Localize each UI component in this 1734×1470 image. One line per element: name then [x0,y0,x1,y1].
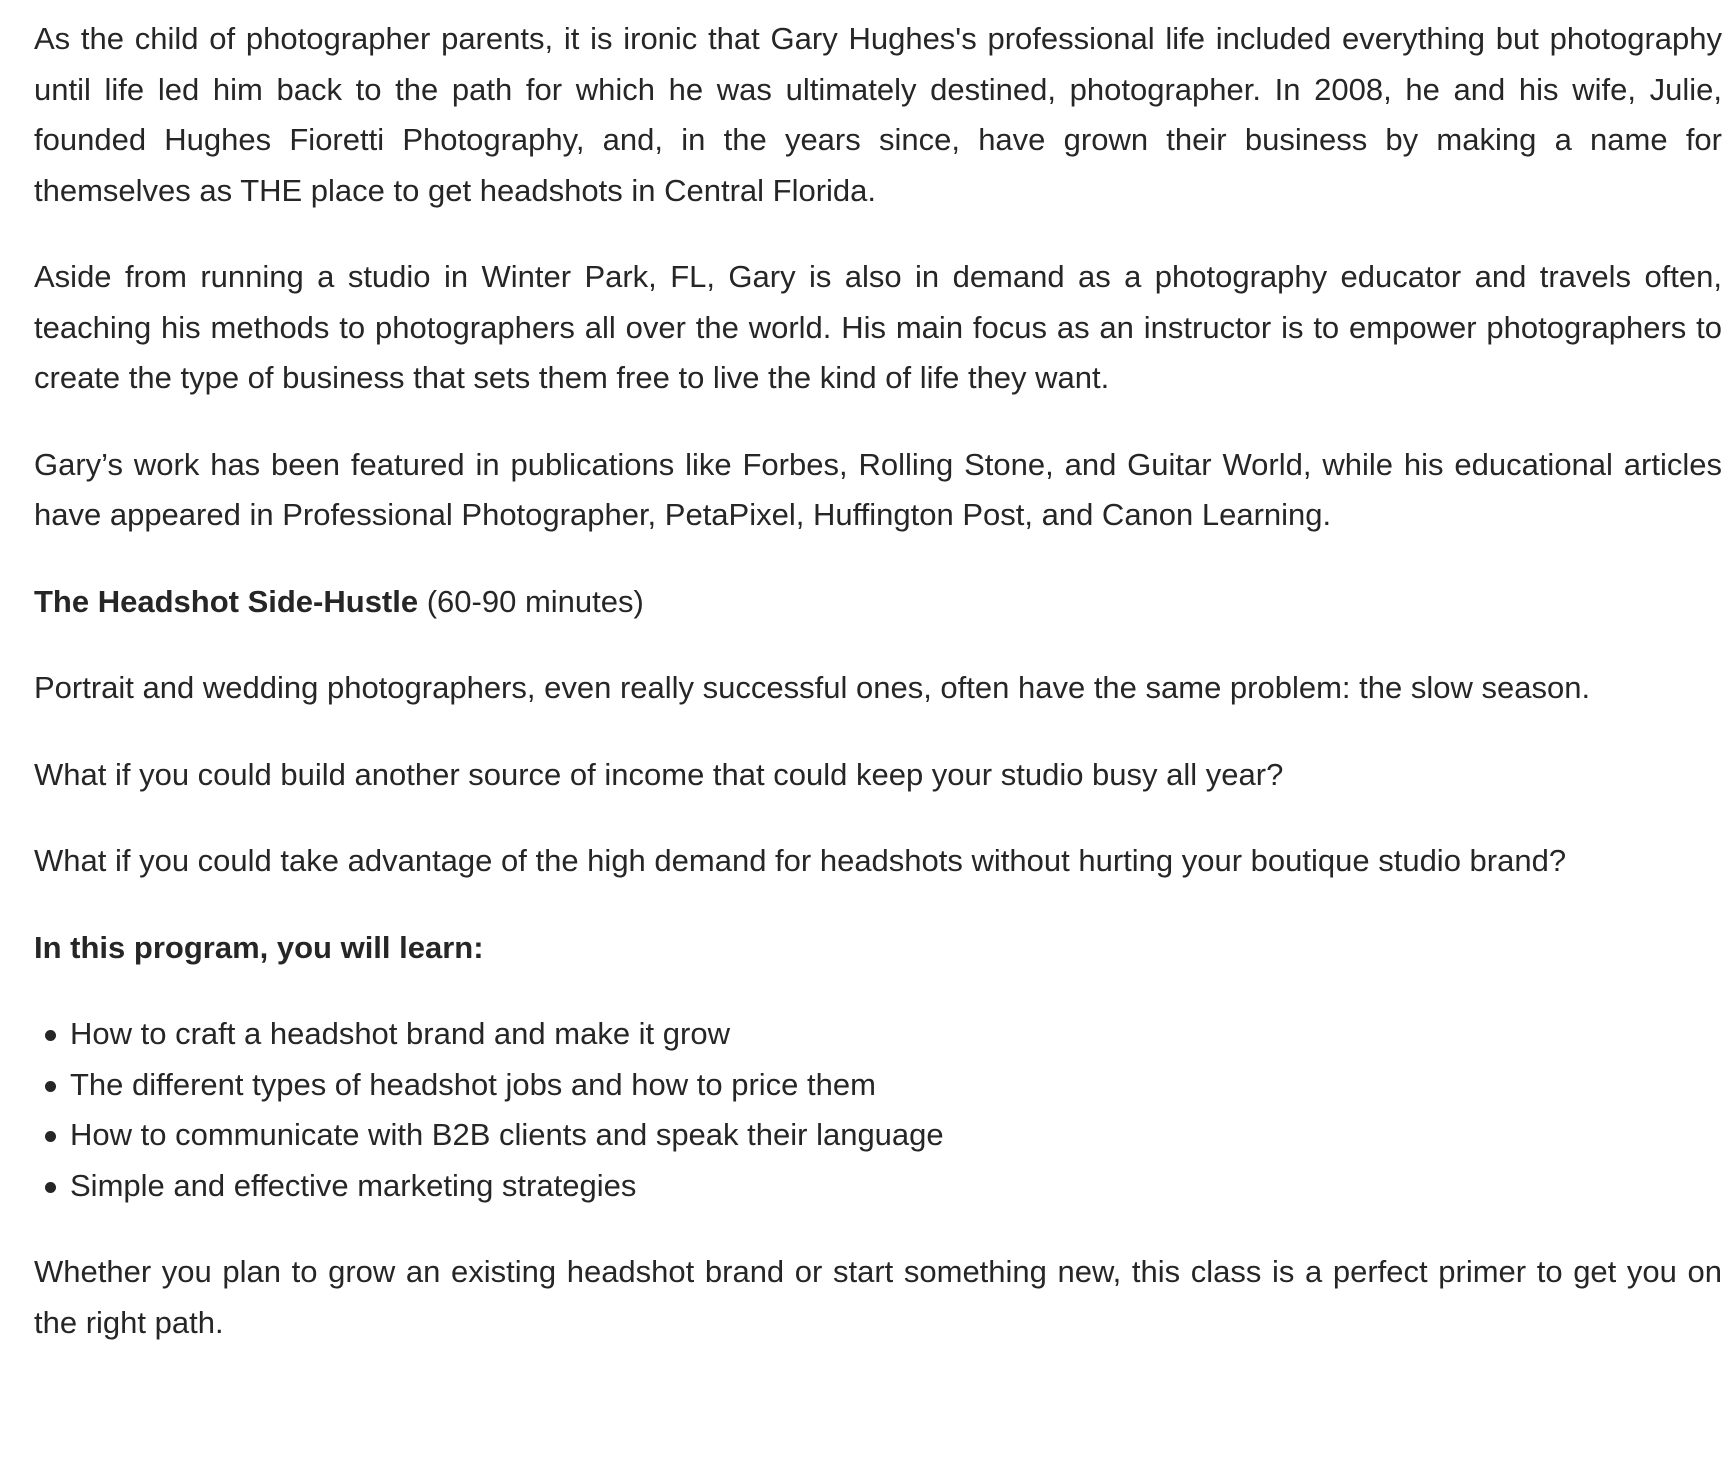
course-intro-3: What if you could take advantage of the high demand for headshots without hurting your boutique studio brand? [34,843,1567,878]
course-heading [34,577,1722,628]
list-item [70,1161,1722,1212]
learn-heading [34,923,1722,974]
bullet-dot-icon [45,1131,56,1142]
course-duration: (60-90 minutes) [418,583,644,619]
bullet-dot-icon [45,1182,56,1193]
list-item-text: The different types of headshot jobs and how to price them [70,1066,876,1102]
bio-paragraph-2: Aside from running a studio in Winter Park, FL, Gary is also in demand as a photography educator and travels often, teaching his methods to photographers all over the world. His main focus as an instructor is to empower photographers to create the type of business that sets them free to live the kind of life they want. [34,259,1722,395]
bio-paragraph-1: As the child of photographer parents, it is ironic that Gary Hughes's professional life included everything but photography until life led him back to the path for which he was ultimately destined, photographer. In 2008, he and his wife, Julie, founded Hughes Fioretti Photography, and, in the years since, have grown their business by making a name for themselves as THE place to get headshots in Central Florida. [34,21,1722,208]
bullet-dot-icon [45,1081,56,1092]
course-intro-2: What if you could build another source of income that could keep your studio busy all year? [34,756,1284,792]
list-item [70,1009,1722,1060]
bio-paragraph-3: Gary’s work has been featured in publications like Forbes, Rolling Stone, and Guitar World, while his educational articles have appeared in Professional Photographer, PetaPixel, Huffington Post, and Canon Learning. [34,446,1722,532]
course-intro-1: Portrait and wedding photographers, even really successful ones, often have the same problem: the slow season. [34,670,1591,705]
closing-paragraph: Whether you plan to grow an existing headshot brand or start something new, this class is a perfect primer to get you on the right path. [34,1254,1722,1340]
learn-heading-text: In this program, you will learn: [34,929,484,965]
learn-list [34,1009,1722,1211]
list-item [70,1110,1722,1161]
list-item-text: How to craft a headshot brand and make it grow [70,1016,730,1051]
course-title: The Headshot Side-Hustle [34,583,419,619]
list-item-text: Simple and effective marketing strategies [70,1167,637,1203]
list-item-text: How to communicate with B2B clients and speak their language [70,1117,944,1152]
list-item [70,1060,1722,1111]
article-body [34,14,1722,1348]
bullet-dot-icon [45,1030,56,1041]
